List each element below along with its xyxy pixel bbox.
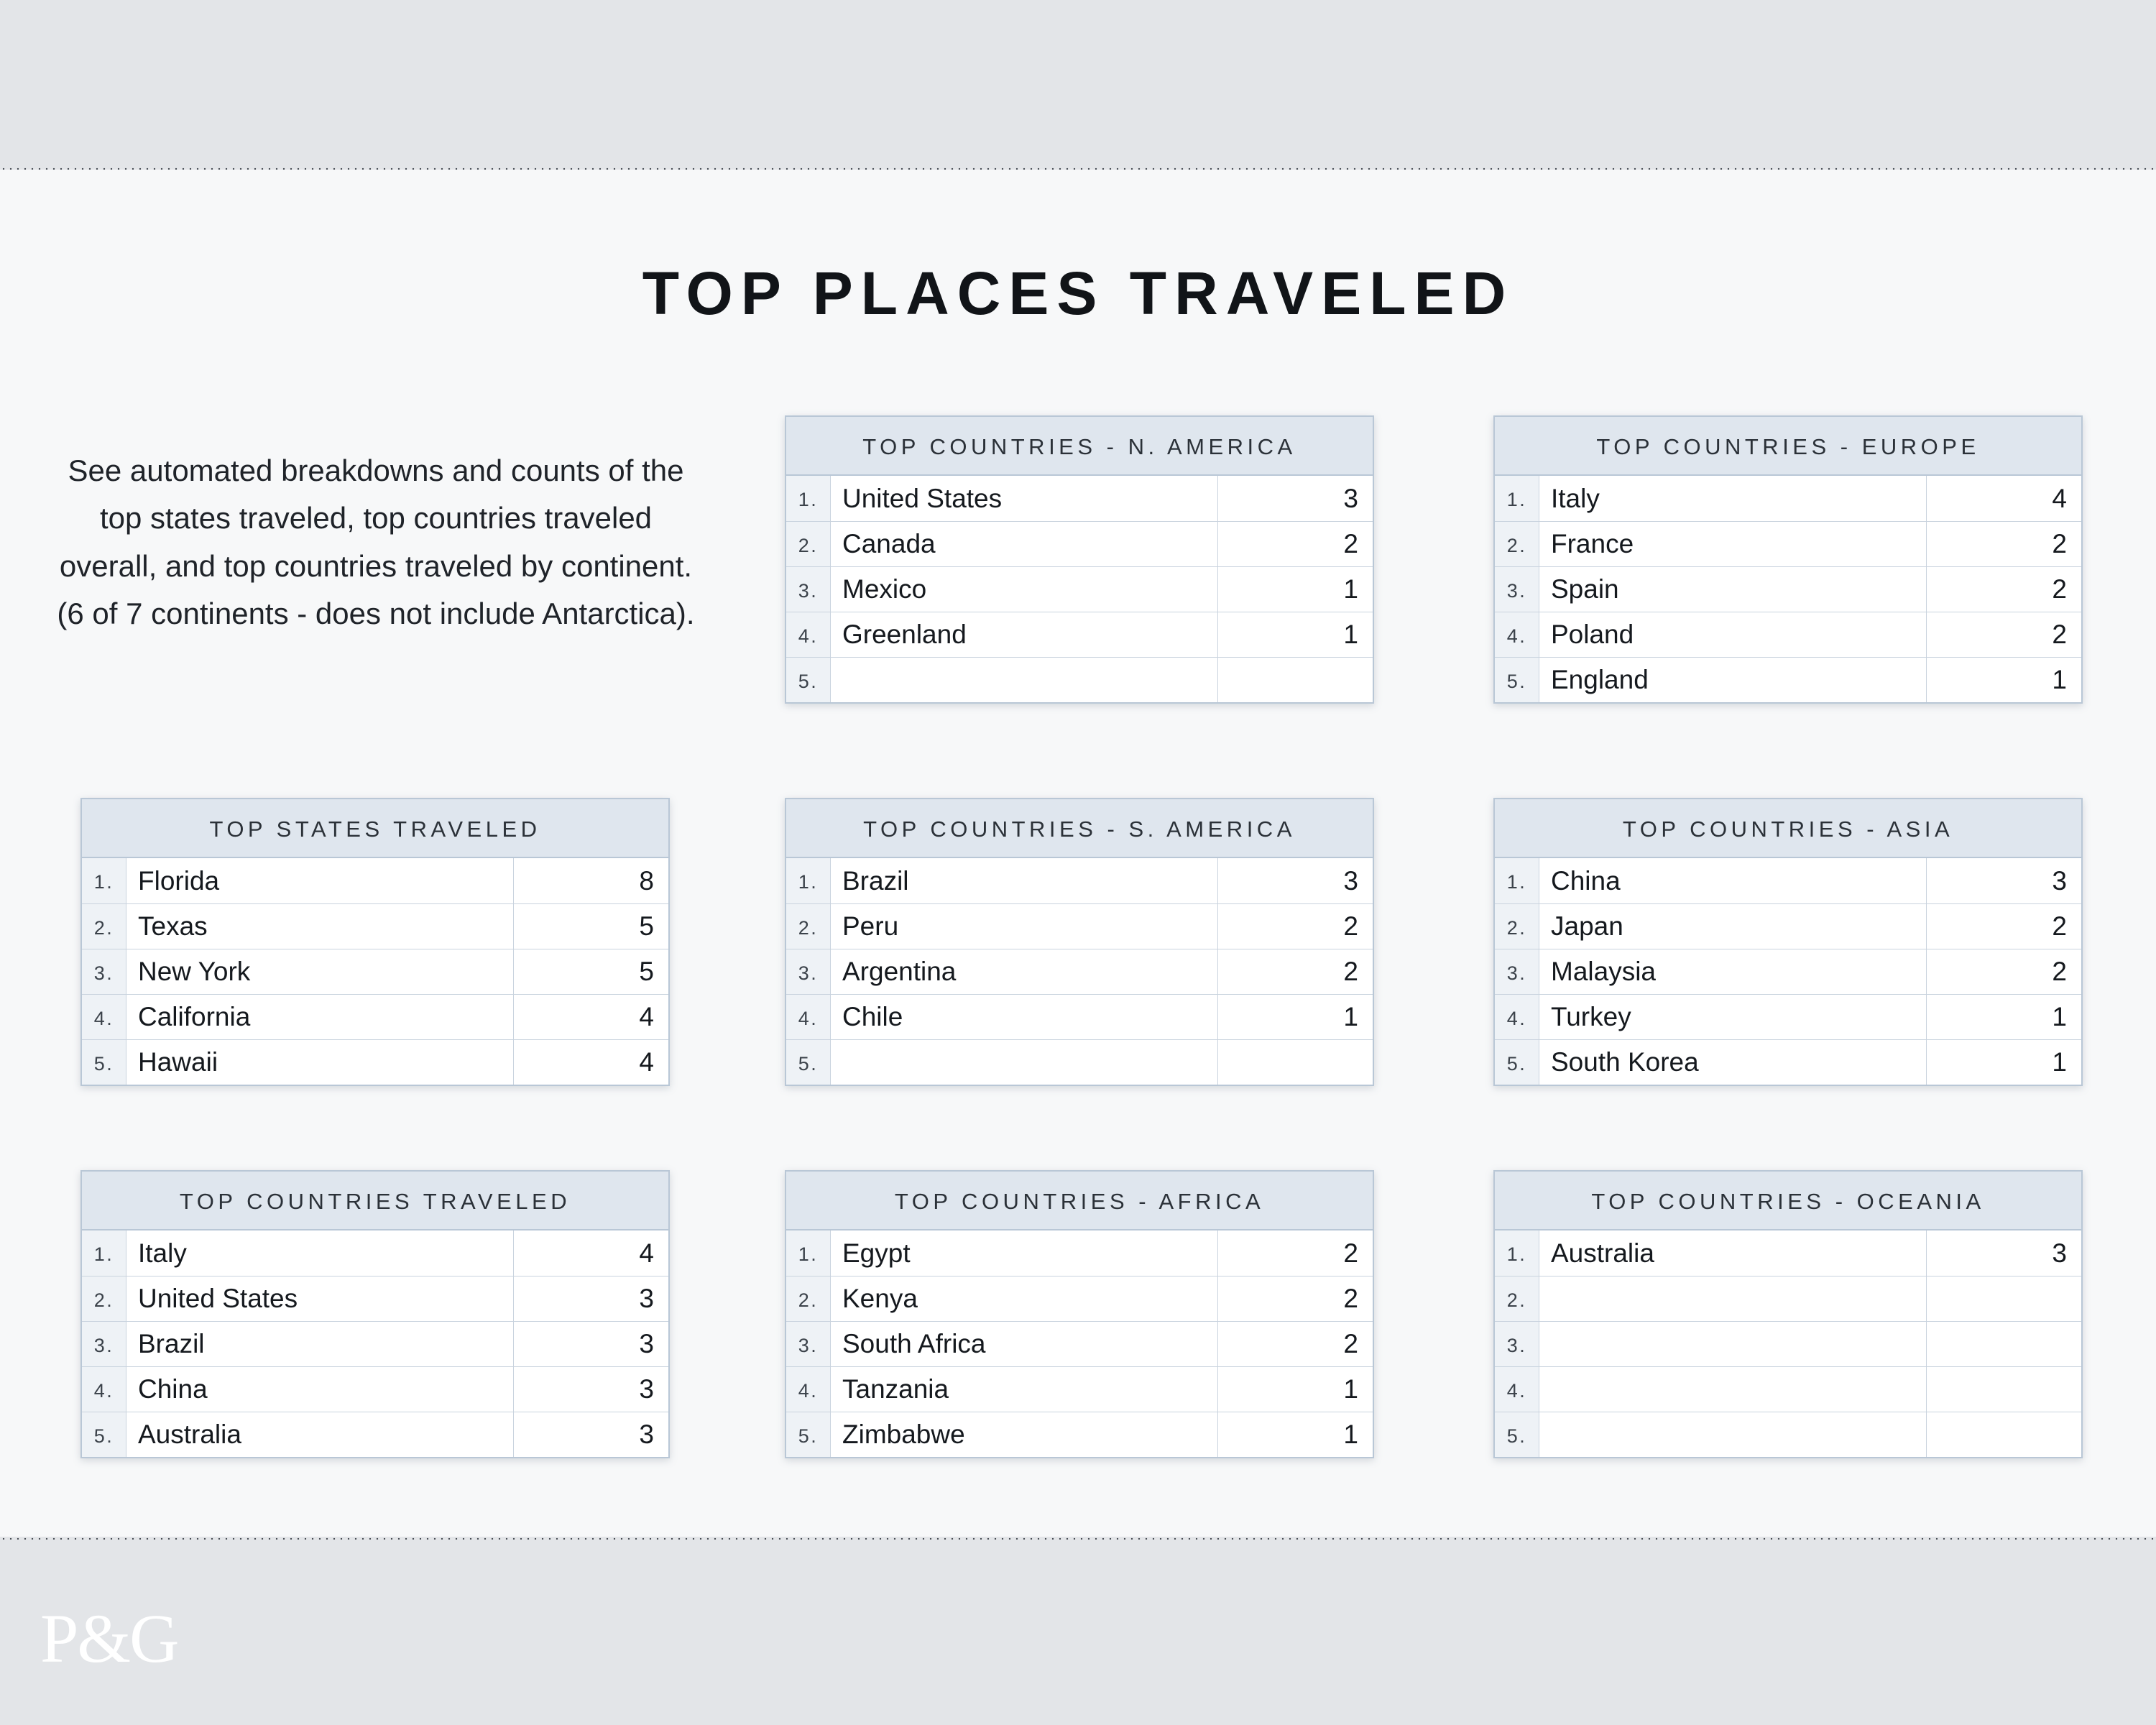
table-body [80, 858, 670, 1086]
row-count: 2 [1343, 957, 1358, 986]
row-rank: 1. [786, 1230, 831, 1276]
row-count: 1 [1343, 620, 1358, 649]
row-label: Argentina [831, 949, 1218, 994]
row-label: Kenya [831, 1276, 1218, 1321]
row-label [1539, 1322, 1927, 1366]
row-count: 1 [1343, 1002, 1358, 1031]
table-top-countries-s-america [785, 798, 1374, 1086]
table-row [786, 994, 1373, 1039]
table-row [786, 612, 1373, 657]
row-count: 3 [639, 1374, 654, 1404]
row-rank: 2. [786, 1276, 831, 1321]
table-top-countries-oceania [1493, 1170, 2083, 1458]
table-top-countries-europe [1493, 415, 2083, 704]
row-label: Egypt [831, 1230, 1218, 1276]
table-body [785, 1230, 1374, 1458]
row-count: 1 [2052, 1047, 2067, 1077]
row-count [1927, 1367, 2081, 1412]
row-count: 3 [639, 1284, 654, 1313]
table-row [82, 949, 668, 994]
row-rank: 3. [1495, 1322, 1539, 1366]
row-rank: 5. [1495, 1040, 1539, 1085]
row-rank: 1. [1495, 476, 1539, 521]
row-label: China [126, 1367, 514, 1412]
row-rank: 5. [82, 1412, 126, 1457]
row-count: 4 [639, 1002, 654, 1031]
table-row [1495, 858, 2081, 903]
row-rank: 2. [1495, 1276, 1539, 1321]
top-band [0, 0, 2156, 167]
table-row [82, 994, 668, 1039]
row-rank: 1. [1495, 1230, 1539, 1276]
row-rank: 3. [82, 949, 126, 994]
row-rank: 5. [786, 1040, 831, 1085]
table-row [82, 1412, 668, 1457]
bottom-band [0, 1540, 2156, 1725]
table-row [82, 1366, 668, 1412]
row-rank: 3. [786, 567, 831, 612]
row-label: Australia [126, 1412, 514, 1457]
table-row [1495, 1366, 2081, 1412]
row-rank: 3. [1495, 567, 1539, 612]
row-count: 2 [2052, 620, 2067, 649]
table-row [786, 566, 1373, 612]
row-label: Texas [126, 904, 514, 949]
row-count: 3 [1343, 865, 1358, 896]
table-row [82, 858, 668, 903]
row-count: 3 [639, 1329, 654, 1358]
row-label [1539, 1367, 1927, 1412]
table-row [1495, 657, 2081, 702]
row-label: South Korea [1539, 1040, 1927, 1085]
row-label: United States [831, 476, 1218, 521]
row-rank: 2. [82, 1276, 126, 1321]
row-rank: 4. [82, 1367, 126, 1412]
row-rank: 5. [1495, 658, 1539, 702]
row-label: Brazil [126, 1322, 514, 1366]
table-row [1495, 903, 2081, 949]
table-title: TOP COUNTRIES - N. AMERICA [785, 415, 1374, 476]
row-count: 2 [1343, 1329, 1358, 1358]
table-body [1493, 476, 2083, 704]
table-row [786, 949, 1373, 994]
row-count: 3 [2052, 865, 2067, 896]
table-title: TOP COUNTRIES - EUROPE [1493, 415, 2083, 476]
table-body [785, 858, 1374, 1086]
row-label: Tanzania [831, 1367, 1218, 1412]
table-row [1495, 994, 2081, 1039]
table-row [1495, 1276, 2081, 1321]
table-row [786, 1321, 1373, 1366]
table-top-countries-africa [785, 1170, 1374, 1458]
row-count: 2 [2052, 574, 2067, 604]
row-label: Malaysia [1539, 949, 1927, 994]
table-title: TOP COUNTRIES - OCEANIA [1493, 1170, 2083, 1230]
row-count: 3 [639, 1420, 654, 1449]
table-top-countries-n-america [785, 415, 1374, 704]
row-rank: 4. [82, 995, 126, 1039]
table-title: TOP STATES TRAVELED [80, 798, 670, 858]
table-row [786, 1276, 1373, 1321]
row-count: 1 [2052, 1002, 2067, 1031]
row-label: Zimbabwe [831, 1412, 1218, 1457]
row-rank: 3. [786, 1322, 831, 1366]
row-label [831, 658, 1218, 702]
row-rank: 4. [1495, 612, 1539, 657]
row-rank: 5. [786, 1412, 831, 1457]
page-title: TOP PLACES TRAVELED [642, 259, 1514, 327]
table-row [82, 1039, 668, 1085]
row-label: Mexico [831, 567, 1218, 612]
row-rank: 3. [1495, 949, 1539, 994]
row-count: 2 [1343, 1284, 1358, 1313]
row-label: Canada [831, 522, 1218, 566]
row-rank: 4. [786, 1367, 831, 1412]
table-body [785, 476, 1374, 704]
table-row [786, 903, 1373, 949]
table-body [1493, 1230, 2083, 1458]
row-rank: 1. [786, 476, 831, 521]
table-row [1495, 476, 2081, 521]
table-row [786, 858, 1373, 903]
table-row [1495, 612, 2081, 657]
row-label: France [1539, 522, 1927, 566]
table-row [82, 1321, 668, 1366]
row-rank: 5. [82, 1040, 126, 1085]
row-count: 2 [2052, 529, 2067, 558]
row-label: Peru [831, 904, 1218, 949]
row-count [1927, 1276, 2081, 1321]
row-count: 3 [1343, 483, 1358, 513]
row-label: Hawaii [126, 1040, 514, 1085]
row-label: Australia [1539, 1230, 1927, 1276]
row-label: United States [126, 1276, 514, 1321]
table-row [82, 903, 668, 949]
row-label: England [1539, 658, 1927, 702]
row-count: 3 [2052, 1238, 2067, 1268]
table-row [1495, 1412, 2081, 1457]
row-label: Italy [1539, 476, 1927, 521]
row-rank: 2. [786, 904, 831, 949]
row-rank: 4. [1495, 995, 1539, 1039]
row-rank: 1. [82, 858, 126, 903]
row-count: 2 [2052, 957, 2067, 986]
row-label: New York [126, 949, 514, 994]
table-top-states-traveled [80, 798, 670, 1086]
table-title: TOP COUNTRIES - AFRICA [785, 1170, 1374, 1230]
table-row [786, 521, 1373, 566]
row-count [1218, 658, 1373, 702]
row-label: Spain [1539, 567, 1927, 612]
row-label: Chile [831, 995, 1218, 1039]
row-label [831, 1040, 1218, 1085]
row-rank: 5. [786, 658, 831, 702]
intro-paragraph: See automated breakdowns and counts of the top states traveled, top countries traveled overall, and top countries traveled by continent. (6 of 7 continents - does not include Antarctica). [57, 454, 695, 631]
row-rank: 4. [786, 612, 831, 657]
row-rank: 3. [786, 949, 831, 994]
row-label: Brazil [831, 858, 1218, 903]
row-count [1927, 1412, 2081, 1457]
table-row [1495, 1321, 2081, 1366]
table-row [786, 1230, 1373, 1276]
row-label [1539, 1412, 1927, 1457]
row-count: 1 [1343, 574, 1358, 604]
table-row [1495, 949, 2081, 994]
table-title: TOP COUNTRIES - S. AMERICA [785, 798, 1374, 858]
row-rank: 3. [82, 1322, 126, 1366]
table-row [1495, 1039, 2081, 1085]
row-rank: 5. [1495, 1412, 1539, 1457]
row-count [1218, 1040, 1373, 1085]
row-count: 1 [1343, 1420, 1358, 1449]
row-count: 8 [639, 865, 654, 896]
row-rank: 2. [1495, 904, 1539, 949]
row-label: China [1539, 858, 1927, 903]
table-row [786, 1039, 1373, 1085]
table-row [1495, 566, 2081, 612]
table-row [786, 1412, 1373, 1457]
row-rank: 2. [786, 522, 831, 566]
row-label [1539, 1276, 1927, 1321]
row-rank: 2. [82, 904, 126, 949]
row-label: Turkey [1539, 995, 1927, 1039]
row-label: California [126, 995, 514, 1039]
table-top-countries-traveled [80, 1170, 670, 1458]
row-label: South Africa [831, 1322, 1218, 1366]
row-count: 1 [1343, 1374, 1358, 1404]
table-row [82, 1230, 668, 1276]
row-count: 4 [639, 1238, 654, 1268]
row-rank: 1. [786, 858, 831, 903]
table-row [786, 657, 1373, 702]
row-count: 2 [1343, 911, 1358, 941]
row-count: 1 [2052, 665, 2067, 694]
brand-logo: P&G [40, 1600, 178, 1677]
row-count: 2 [1343, 529, 1358, 558]
row-count: 4 [2052, 483, 2067, 513]
row-rank: 2. [1495, 522, 1539, 566]
row-rank: 1. [82, 1230, 126, 1276]
row-count [1927, 1322, 2081, 1366]
row-count: 5 [639, 911, 654, 941]
row-count: 4 [639, 1047, 654, 1077]
row-count: 2 [2052, 911, 2067, 941]
row-label: Florida [126, 858, 514, 903]
table-row [1495, 521, 2081, 566]
table-row [82, 1276, 668, 1321]
table-row [786, 476, 1373, 521]
table-row [786, 1366, 1373, 1412]
row-count: 2 [1343, 1238, 1358, 1268]
row-label: Italy [126, 1230, 514, 1276]
row-rank: 4. [786, 995, 831, 1039]
row-label: Greenland [831, 612, 1218, 657]
row-rank: 4. [1495, 1367, 1539, 1412]
row-label: Japan [1539, 904, 1927, 949]
table-title: TOP COUNTRIES TRAVELED [80, 1170, 670, 1230]
row-rank: 1. [1495, 858, 1539, 903]
table-body [1493, 858, 2083, 1086]
table-row [1495, 1230, 2081, 1276]
row-label: Poland [1539, 612, 1927, 657]
table-top-countries-asia [1493, 798, 2083, 1086]
table-body [80, 1230, 670, 1458]
row-count: 5 [639, 957, 654, 986]
table-title: TOP COUNTRIES - ASIA [1493, 798, 2083, 858]
